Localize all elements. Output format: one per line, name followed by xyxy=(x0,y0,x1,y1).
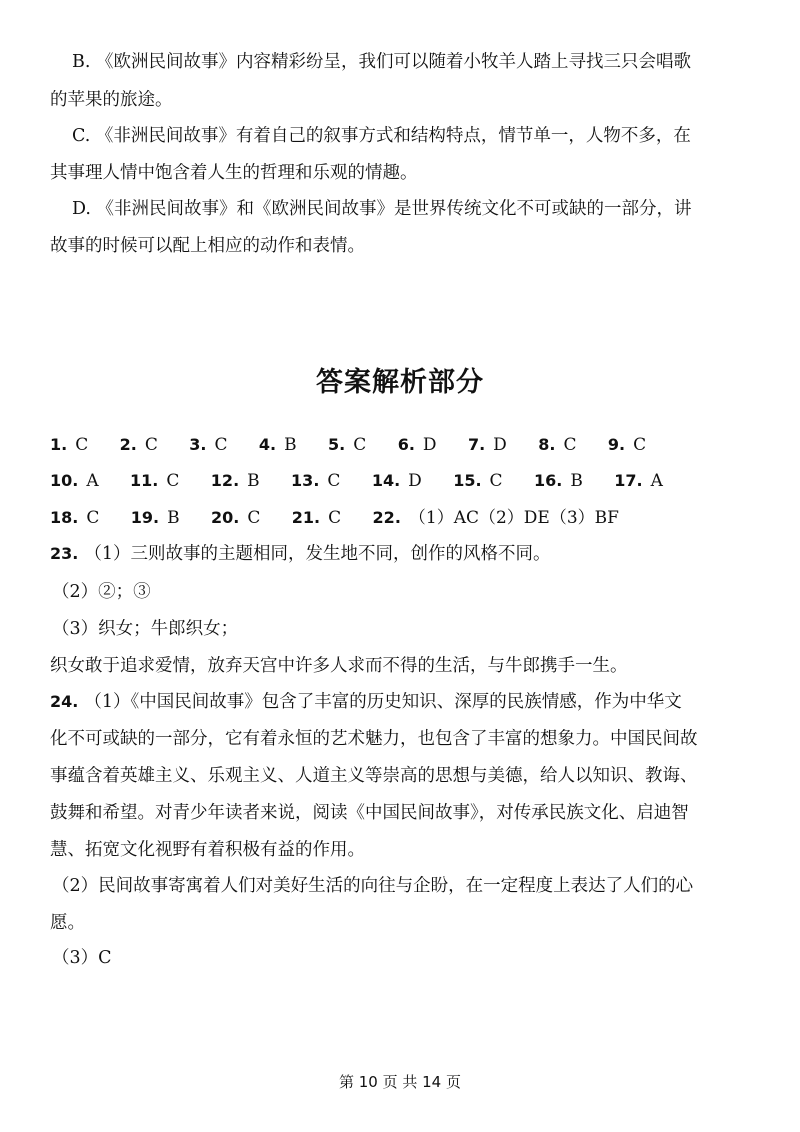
answer-key-item: 6. D xyxy=(397,435,437,455)
option-d-line-1: D. 《非洲民间故事》和《欧洲民间故事》是世界传统文化不可或缺的一部分，讲 xyxy=(72,199,692,219)
q24-part2-line-1: （2）民间故事寄寓着人们对美好生活的向往与企盼，在一定程度上表达了人们的心 xyxy=(52,876,694,896)
q24-part2-line-2: 愿。 xyxy=(50,913,85,933)
answer-key-item: 11. C xyxy=(130,471,180,491)
option-b-line-2: 的苹果的旅途。 xyxy=(50,90,173,110)
answer-key-item: 18. C xyxy=(50,508,100,528)
option-d-line-2: 故事的时候可以配上相应的动作和表情。 xyxy=(50,236,365,256)
answer-key-item: 20. C xyxy=(211,508,261,528)
answer-key-item: 14. D xyxy=(371,471,422,491)
answer-key-item: 4. B xyxy=(258,435,297,455)
answer-key-item: 17. A xyxy=(614,471,663,491)
q23-part1: 23. （1）三则故事的主题相同，发生地不同，创作的风格不同。 xyxy=(50,544,551,564)
answer-key-item: 16. B xyxy=(533,471,583,491)
q24-part1-line-1: 24. （1）《中国民间故事》包含了丰富的历史知识、深厚的民族情感，作为中华文 xyxy=(50,692,682,712)
answer-key-item: 1. C xyxy=(50,435,89,455)
option-c-line-2: 其事理人情中饱含着人生的哲理和乐观的情趣。 xyxy=(50,163,418,183)
q23-part3-continued: 织女敢于追求爱情，放弃天宫中许多人求而不得的生活，与牛郎携手一生。 xyxy=(50,656,628,676)
answer-key-row-3 xyxy=(50,506,619,530)
answer-key-item: 19. B xyxy=(130,508,180,528)
answer-key-row-1 xyxy=(50,433,646,457)
option-c-line-1: C. 《非洲民间故事》有着自己的叙事方式和结构特点，情节单一，人物不多，在 xyxy=(72,126,691,146)
q24-part1-line-2: 化不可或缺的一部分，它有着永恒的艺术魅力，也包含了丰富的想象力。中国民间故 xyxy=(50,729,698,749)
answer-key-item: 13. C xyxy=(291,471,341,491)
answer-key-row-2 xyxy=(50,469,663,493)
q24-part3: （3）C xyxy=(52,948,112,968)
answer-key-item: 22. （1）AC（2）DE（3）BF xyxy=(372,508,619,528)
answer-key-item: 12. B xyxy=(210,471,260,491)
answer-key-item: 8. C xyxy=(538,435,577,455)
q23-part2: （2）②；③ xyxy=(52,582,151,602)
answer-section-heading: 答案解析部分 xyxy=(316,367,484,398)
answer-key-item: 9. C xyxy=(607,435,647,455)
answer-key-item: 3. C xyxy=(189,435,228,455)
page-footer: 第 10 页 共 14 页 xyxy=(338,1073,461,1091)
answer-key-item: 21. C xyxy=(291,508,342,528)
q24-part1-line-5: 慧、拓宽文化视野有着积极有益的作用。 xyxy=(50,840,365,860)
q23-part3: （3）织女；牛郎织女； xyxy=(52,619,239,639)
option-b-line-1: B. 《欧洲民间故事》内容精彩纷呈，我们可以随着小牧羊人踏上寻找三只会唱歌 xyxy=(72,52,691,72)
answer-key-item: 15. C xyxy=(453,471,503,491)
q24-part1-line-3: 事蕴含着英雄主义、乐观主义、人道主义等崇高的思想与美德，给人以知识、教诲、 xyxy=(50,766,698,786)
q24-part1-line-4: 鼓舞和希望。对青少年读者来说，阅读《中国民间故事》，对传承民族文化、启迪智 xyxy=(50,803,689,823)
answer-key-item: 10. A xyxy=(50,471,99,491)
answer-key-item: 5. C xyxy=(328,435,367,455)
answer-key-item: 7. D xyxy=(467,435,507,455)
answer-key-item: 2. C xyxy=(119,435,158,455)
